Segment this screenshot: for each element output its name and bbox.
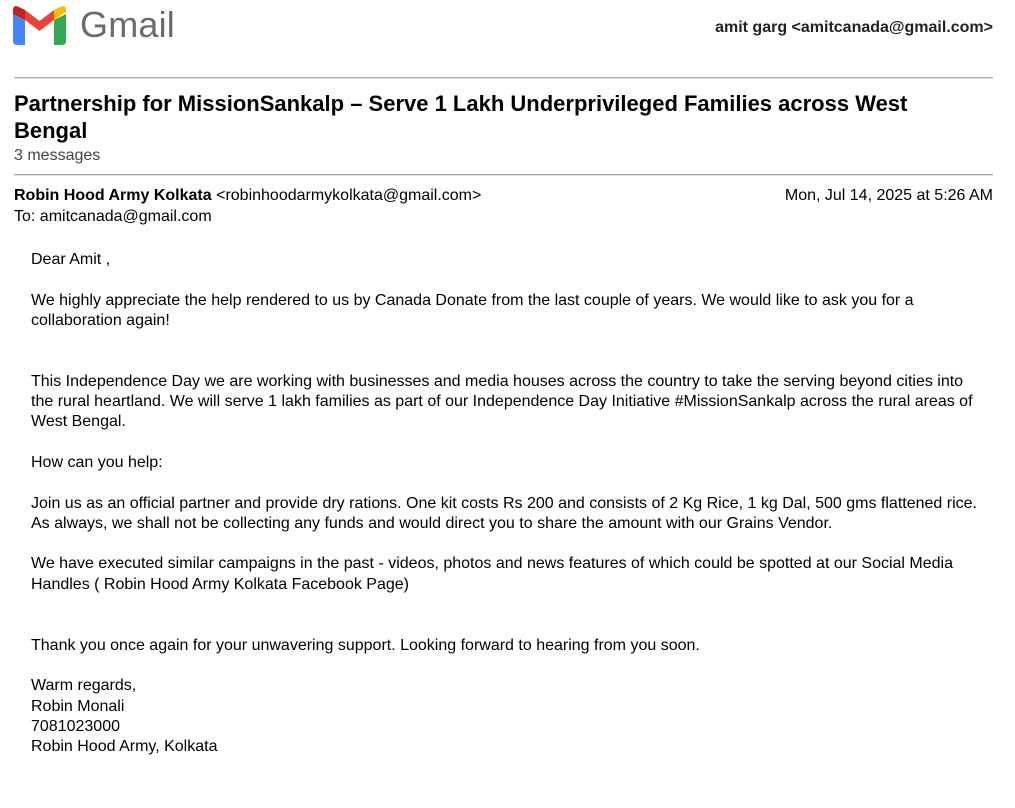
gmail-wordmark: Gmail — [80, 4, 176, 45]
signature-phone: 7081023000 — [31, 717, 120, 735]
account-label: amit garg <amitcanada@gmail.com> — [715, 19, 993, 36]
gmail-logo — [13, 5, 175, 45]
message-date: Mon, Jul 14, 2025 at 5:26 AM — [784, 187, 993, 204]
header-divider — [14, 77, 993, 79]
signature-name: Robin Monali — [31, 697, 125, 715]
signature-org: Robin Hood Army, Kolkata — [31, 738, 218, 756]
sender-email: <robinhoodarmykolkata@gmail.com> — [216, 187, 482, 204]
print-header — [0, 0, 1015, 60]
body-paragraph: This Independence Day we are working with businesses and media houses across the country to take the serving beyond cities into the rural heartland. We will serve 1 lakh families as part of our Independence Day Initiative #MissionSankalp across the rural areas of West Bengal. — [31, 372, 973, 431]
subject-divider — [14, 174, 993, 176]
sender-name: Robin Hood Army Kolkata — [14, 187, 212, 204]
body-paragraph: We have executed similar campaigns in the past - videos, photos and news features of which could be spotted at our Social Media Handles ( Robin Hood Army Kolkata Facebook Page) — [31, 555, 953, 593]
body-paragraph: Thank you once again for your unwavering support. Looking forward to hearing from you soon. — [31, 636, 700, 654]
message-body — [31, 250, 981, 757]
thread-subject: Partnership for MissionSankalp – Serve 1 Lakh Underprivileged Families across West Bengal — [14, 91, 908, 143]
signoff: Warm regards, — [31, 677, 137, 695]
body-paragraph: Join us as an official partner and provide dry rations. One kit costs Rs 200 and consists of 2 Kg Rice, 1 kg Dal, 500 gms flattened rice. As always, we shall not be collecting any funds and would direct you to share the amount with our Grains Vendor. — [31, 494, 977, 532]
greeting: Dear Amit , — [31, 251, 111, 268]
gmail-m-icon — [13, 5, 66, 45]
message-count: 3 messages — [14, 147, 101, 164]
sender-line — [14, 187, 481, 205]
body-paragraph: We highly appreciate the help rendered to us by Canada Donate from the last couple of years. We would like to ask you for a collaboration again! — [31, 291, 914, 329]
recipient-line: To: amitcanada@gmail.com — [14, 208, 212, 225]
body-paragraph: How can you help: — [31, 453, 163, 471]
